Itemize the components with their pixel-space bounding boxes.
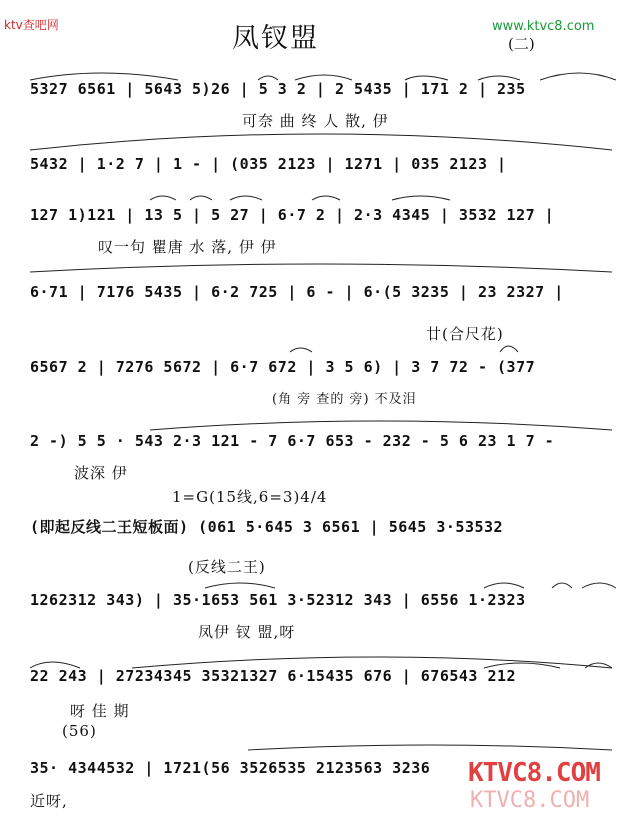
slur-arc xyxy=(552,583,572,588)
notation-line-9: 22 243 | 27234345 35321327 6·15435 676 | 676543 212 xyxy=(30,667,517,685)
site-watermark-bottom-ghost: KTVC8.COM xyxy=(470,788,590,813)
slur-arc xyxy=(30,73,178,80)
lyric-line-10: 近呀, xyxy=(30,792,68,810)
slur-arc xyxy=(290,348,312,352)
notation-line-3: 127 1)121 | 13 5 | 5 27 | 6·7 2 | 2·3 4345 | 3532 127 | xyxy=(30,206,555,224)
annotation-56: (56) xyxy=(62,722,97,740)
slur-arc xyxy=(205,583,275,588)
notation-line-5: 6567 2 | 7276 5672 | 6·7 672 | 3 5 6) | 3 7 72 - (377 xyxy=(30,358,536,376)
annotation-he-chi-hua: 廿(合尺花) xyxy=(426,325,504,343)
slur-arc xyxy=(150,196,176,200)
lyric-line-3: 叹一句 瞿唐 水 落, 伊 伊 xyxy=(98,238,277,256)
slur-arc xyxy=(230,196,262,200)
notation-line-10: 35· 4344532 | 1721(56 3526535 2123563 3236 xyxy=(30,759,431,777)
slur-arc xyxy=(500,346,518,352)
slur-arc xyxy=(312,196,340,200)
slur-arc xyxy=(150,421,612,430)
song-title: 凤钗盟 xyxy=(232,23,319,54)
lyric-line-1: 可奈 曲 终 人 散, 伊 xyxy=(242,112,389,130)
slur-arc xyxy=(392,196,450,200)
slur-arc xyxy=(248,745,612,750)
notation-line-8: 1262312 343) | 35·1653 561 3·52312 343 | 6556 1·2323 xyxy=(30,591,526,609)
lyric-line-8: 凤伊 钗 盟,呀 xyxy=(198,623,296,641)
slur-arc xyxy=(30,264,612,272)
key-signature: 1=G(15线,6=3)4/4 xyxy=(172,488,328,506)
annotation-fan-xian-er-wang: (反线二王) xyxy=(188,558,266,576)
notation-line-2: 5432 | 1·2 7 | 1 - | (035 2123 | 1271 | 035 2123 | xyxy=(30,155,507,173)
site-watermark-top-right: www.ktvc8.com xyxy=(492,19,595,34)
notation-line-1: 5327 6561 | 5643 5)26 | 5 3 2 | 2 5435 | 171 2 | 235 xyxy=(30,80,526,98)
notation-line-7: (即起反线二王短板面) (061 5·645 3 6561 | 5645 3·53532 xyxy=(30,518,504,536)
song-subtitle: (二) xyxy=(508,35,535,53)
lyric-line-9: 呀 佳 期 xyxy=(70,702,130,720)
site-watermark-bottom: KTVC8.COM xyxy=(468,758,600,788)
slur-arc xyxy=(484,583,524,588)
notation-line-6: 2 -) 5 5 · 543 2·3 121 - 7 6·7 653 - 232 - 5 6 23 1 7 - xyxy=(30,432,555,450)
slur-arc xyxy=(190,196,212,200)
site-watermark-top-left: ktv查吧网 xyxy=(4,18,59,32)
slur-arc xyxy=(582,583,616,588)
notation-line-4: 6·71 | 7176 5435 | 6·2 725 | 6 - | 6·(5 3235 | 23 2327 | xyxy=(30,283,564,301)
lyric-line-6: 波深 伊 xyxy=(74,464,128,482)
slur-arc xyxy=(30,134,612,150)
lyric-line-5: (角 旁 查的 旁) 不及泪 xyxy=(272,392,417,407)
slur-arc xyxy=(540,73,616,80)
